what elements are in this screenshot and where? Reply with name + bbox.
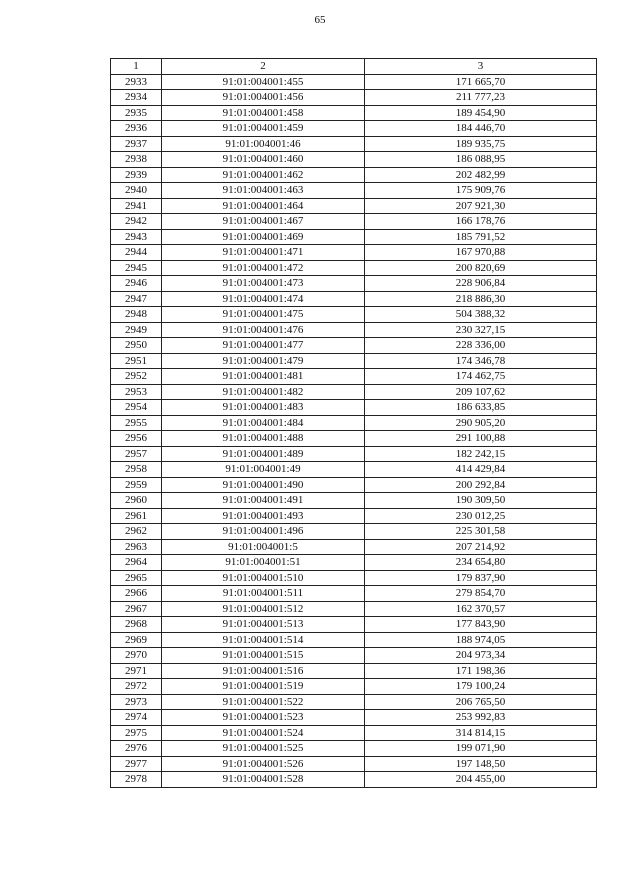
table-row — [111, 260, 597, 276]
table-row — [111, 586, 597, 602]
column-header-1: 1 — [111, 59, 162, 75]
table-row — [111, 198, 597, 214]
table-row — [111, 291, 597, 307]
table-row — [111, 74, 597, 90]
row-number-cell: 2974 — [111, 710, 162, 726]
row-number-cell: 2936 — [111, 121, 162, 137]
row-number-cell: 2960 — [111, 493, 162, 509]
cadastral-value-cell: 290 905,20 — [365, 415, 597, 431]
table-row — [111, 648, 597, 664]
cadastral-value-cell: 230 012,25 — [365, 508, 597, 524]
cadastral-value-cell: 188 974,05 — [365, 632, 597, 648]
cadastral-value-cell: 228 906,84 — [365, 276, 597, 292]
cadastral-value-cell: 174 346,78 — [365, 353, 597, 369]
cadastral-value-cell: 190 309,50 — [365, 493, 597, 509]
table-row — [111, 214, 597, 230]
cadastral-number-cell: 91:01:004001:458 — [162, 105, 365, 121]
cadastral-number-cell: 91:01:004001:484 — [162, 415, 365, 431]
row-number-cell: 2961 — [111, 508, 162, 524]
cadastral-number-cell: 91:01:004001:490 — [162, 477, 365, 493]
table-row — [111, 524, 597, 540]
cadastral-number-cell: 91:01:004001:456 — [162, 90, 365, 106]
table-row — [111, 694, 597, 710]
cadastral-value-cell: 314 814,15 — [365, 725, 597, 741]
table-row — [111, 772, 597, 788]
table-row — [111, 632, 597, 648]
cadastral-number-cell: 91:01:004001:463 — [162, 183, 365, 199]
cadastral-number-cell: 91:01:004001:523 — [162, 710, 365, 726]
table-body — [111, 74, 597, 787]
cadastral-value-cell: 204 455,00 — [365, 772, 597, 788]
cadastral-number-cell: 91:01:004001:471 — [162, 245, 365, 261]
cadastral-number-cell: 91:01:004001:528 — [162, 772, 365, 788]
row-number-cell: 2949 — [111, 322, 162, 338]
table-row — [111, 353, 597, 369]
cadastral-number-cell: 91:01:004001:511 — [162, 586, 365, 602]
cadastral-number-cell: 91:01:004001:483 — [162, 400, 365, 416]
table-row — [111, 710, 597, 726]
cadastral-number-cell: 91:01:004001:475 — [162, 307, 365, 323]
cadastral-value-cell: 162 370,57 — [365, 601, 597, 617]
table-row — [111, 105, 597, 121]
cadastral-number-cell: 91:01:004001:519 — [162, 679, 365, 695]
row-number-cell: 2968 — [111, 617, 162, 633]
cadastral-value-cell: 211 777,23 — [365, 90, 597, 106]
row-number-cell: 2969 — [111, 632, 162, 648]
cadastral-number-cell: 91:01:004001:467 — [162, 214, 365, 230]
cadastral-number-cell: 91:01:004001:51 — [162, 555, 365, 571]
row-number-cell: 2975 — [111, 725, 162, 741]
cadastral-value-cell: 209 107,62 — [365, 384, 597, 400]
cadastral-number-cell: 91:01:004001:525 — [162, 741, 365, 757]
column-header-3: 3 — [365, 59, 597, 75]
cadastral-value-cell: 230 327,15 — [365, 322, 597, 338]
table-row — [111, 663, 597, 679]
cadastral-value-cell: 189 454,90 — [365, 105, 597, 121]
cadastral-number-cell: 91:01:004001:516 — [162, 663, 365, 679]
cadastral-value-cell: 504 388,32 — [365, 307, 597, 323]
cadastral-number-cell: 91:01:004001:472 — [162, 260, 365, 276]
cadastral-number-cell: 91:01:004001:512 — [162, 601, 365, 617]
table-row — [111, 415, 597, 431]
row-number-cell: 2964 — [111, 555, 162, 571]
cadastral-value-cell: 186 633,85 — [365, 400, 597, 416]
table-row — [111, 493, 597, 509]
table-row — [111, 121, 597, 137]
table-row — [111, 167, 597, 183]
cadastral-value-cell: 179 837,90 — [365, 570, 597, 586]
cadastral-number-cell: 91:01:004001:462 — [162, 167, 365, 183]
cadastral-value-cell: 200 820,69 — [365, 260, 597, 276]
row-number-cell: 2942 — [111, 214, 162, 230]
cadastral-value-cell: 166 178,76 — [365, 214, 597, 230]
cadastral-value-cell: 200 292,84 — [365, 477, 597, 493]
column-header-2: 2 — [162, 59, 365, 75]
row-number-cell: 2944 — [111, 245, 162, 261]
cadastral-number-cell: 91:01:004001:49 — [162, 462, 365, 478]
cadastral-value-cell: 207 921,30 — [365, 198, 597, 214]
row-number-cell: 2959 — [111, 477, 162, 493]
row-number-cell: 2965 — [111, 570, 162, 586]
row-number-cell: 2933 — [111, 74, 162, 90]
table-row — [111, 741, 597, 757]
table-row — [111, 539, 597, 555]
cadastral-number-cell: 91:01:004001:488 — [162, 431, 365, 447]
table-row — [111, 679, 597, 695]
cadastral-number-cell: 91:01:004001:493 — [162, 508, 365, 524]
cadastral-number-cell: 91:01:004001:474 — [162, 291, 365, 307]
row-number-cell: 2967 — [111, 601, 162, 617]
row-number-cell: 2954 — [111, 400, 162, 416]
cadastral-value-cell: 225 301,58 — [365, 524, 597, 540]
cadastral-value-cell: 228 336,00 — [365, 338, 597, 354]
cadastral-value-cell: 253 992,83 — [365, 710, 597, 726]
cadastral-number-cell: 91:01:004001:515 — [162, 648, 365, 664]
cadastral-value-table — [110, 58, 597, 788]
table-row — [111, 384, 597, 400]
cadastral-value-cell: 171 198,36 — [365, 663, 597, 679]
row-number-cell: 2947 — [111, 291, 162, 307]
row-number-cell: 2958 — [111, 462, 162, 478]
row-number-cell: 2943 — [111, 229, 162, 245]
table-row — [111, 431, 597, 447]
cadastral-value-cell: 185 791,52 — [365, 229, 597, 245]
row-number-cell: 2955 — [111, 415, 162, 431]
cadastral-number-cell: 91:01:004001:510 — [162, 570, 365, 586]
row-number-cell: 2934 — [111, 90, 162, 106]
cadastral-value-cell: 291 100,88 — [365, 431, 597, 447]
cadastral-value-cell: 177 843,90 — [365, 617, 597, 633]
row-number-cell: 2966 — [111, 586, 162, 602]
row-number-cell: 2938 — [111, 152, 162, 168]
cadastral-number-cell: 91:01:004001:459 — [162, 121, 365, 137]
page-number: 65 — [314, 14, 326, 26]
row-number-cell: 2939 — [111, 167, 162, 183]
cadastral-number-cell: 91:01:004001:522 — [162, 694, 365, 710]
table-row — [111, 338, 597, 354]
table-row — [111, 601, 597, 617]
cadastral-number-cell: 91:01:004001:482 — [162, 384, 365, 400]
table-row — [111, 508, 597, 524]
row-number-cell: 2970 — [111, 648, 162, 664]
row-number-cell: 2935 — [111, 105, 162, 121]
cadastral-value-cell: 174 462,75 — [365, 369, 597, 385]
cadastral-value-cell: 171 665,70 — [365, 74, 597, 90]
row-number-cell: 2946 — [111, 276, 162, 292]
row-number-cell: 2948 — [111, 307, 162, 323]
row-number-cell: 2976 — [111, 741, 162, 757]
row-number-cell: 2972 — [111, 679, 162, 695]
row-number-cell: 2953 — [111, 384, 162, 400]
cadastral-value-cell: 202 482,99 — [365, 167, 597, 183]
cadastral-number-cell: 91:01:004001:526 — [162, 756, 365, 772]
cadastral-number-cell: 91:01:004001:464 — [162, 198, 365, 214]
row-number-cell: 2978 — [111, 772, 162, 788]
table-row — [111, 555, 597, 571]
row-number-cell: 2941 — [111, 198, 162, 214]
cadastral-number-cell: 91:01:004001:469 — [162, 229, 365, 245]
cadastral-value-cell: 186 088,95 — [365, 152, 597, 168]
table-row — [111, 183, 597, 199]
table-row — [111, 229, 597, 245]
row-number-cell: 2945 — [111, 260, 162, 276]
table-row — [111, 725, 597, 741]
cadastral-value-cell: 207 214,92 — [365, 539, 597, 555]
cadastral-value-cell: 189 935,75 — [365, 136, 597, 152]
table-row — [111, 756, 597, 772]
table-row — [111, 477, 597, 493]
row-number-cell: 2952 — [111, 369, 162, 385]
table-row — [111, 152, 597, 168]
cadastral-value-cell: 184 446,70 — [365, 121, 597, 137]
table-row — [111, 369, 597, 385]
cadastral-number-cell: 91:01:004001:479 — [162, 353, 365, 369]
table-row — [111, 276, 597, 292]
table-row — [111, 322, 597, 338]
cadastral-number-cell: 91:01:004001:476 — [162, 322, 365, 338]
row-number-cell: 2973 — [111, 694, 162, 710]
cadastral-number-cell: 91:01:004001:460 — [162, 152, 365, 168]
cadastral-value-cell: 197 148,50 — [365, 756, 597, 772]
cadastral-number-cell: 91:01:004001:489 — [162, 446, 365, 462]
cadastral-value-cell: 414 429,84 — [365, 462, 597, 478]
cadastral-number-cell: 91:01:004001:513 — [162, 617, 365, 633]
table-header-row — [111, 59, 597, 75]
cadastral-value-cell: 175 909,76 — [365, 183, 597, 199]
cadastral-value-cell: 204 973,34 — [365, 648, 597, 664]
cadastral-number-cell: 91:01:004001:477 — [162, 338, 365, 354]
cadastral-value-cell: 199 071,90 — [365, 741, 597, 757]
row-number-cell: 2940 — [111, 183, 162, 199]
cadastral-value-cell: 218 886,30 — [365, 291, 597, 307]
row-number-cell: 2937 — [111, 136, 162, 152]
cadastral-value-cell: 179 100,24 — [365, 679, 597, 695]
cadastral-number-cell: 91:01:004001:455 — [162, 74, 365, 90]
cadastral-number-cell: 91:01:004001:481 — [162, 369, 365, 385]
row-number-cell: 2977 — [111, 756, 162, 772]
table-row — [111, 307, 597, 323]
cadastral-value-cell: 234 654,80 — [365, 555, 597, 571]
table-row — [111, 446, 597, 462]
table-row — [111, 90, 597, 106]
row-number-cell: 2951 — [111, 353, 162, 369]
cadastral-value-cell: 279 854,70 — [365, 586, 597, 602]
row-number-cell: 2956 — [111, 431, 162, 447]
cadastral-number-cell: 91:01:004001:524 — [162, 725, 365, 741]
row-number-cell: 2963 — [111, 539, 162, 555]
table-row — [111, 617, 597, 633]
table-row — [111, 462, 597, 478]
row-number-cell: 2957 — [111, 446, 162, 462]
cadastral-number-cell: 91:01:004001:473 — [162, 276, 365, 292]
table-row — [111, 570, 597, 586]
cadastral-number-cell: 91:01:004001:491 — [162, 493, 365, 509]
cadastral-value-cell: 167 970,88 — [365, 245, 597, 261]
row-number-cell: 2971 — [111, 663, 162, 679]
cadastral-number-cell: 91:01:004001:514 — [162, 632, 365, 648]
table-row — [111, 400, 597, 416]
cadastral-number-cell: 91:01:004001:496 — [162, 524, 365, 540]
cadastral-value-cell: 182 242,15 — [365, 446, 597, 462]
row-number-cell: 2962 — [111, 524, 162, 540]
table-row — [111, 136, 597, 152]
cadastral-value-cell: 206 765,50 — [365, 694, 597, 710]
row-number-cell: 2950 — [111, 338, 162, 354]
cadastral-number-cell: 91:01:004001:5 — [162, 539, 365, 555]
table-row — [111, 245, 597, 261]
cadastral-number-cell: 91:01:004001:46 — [162, 136, 365, 152]
